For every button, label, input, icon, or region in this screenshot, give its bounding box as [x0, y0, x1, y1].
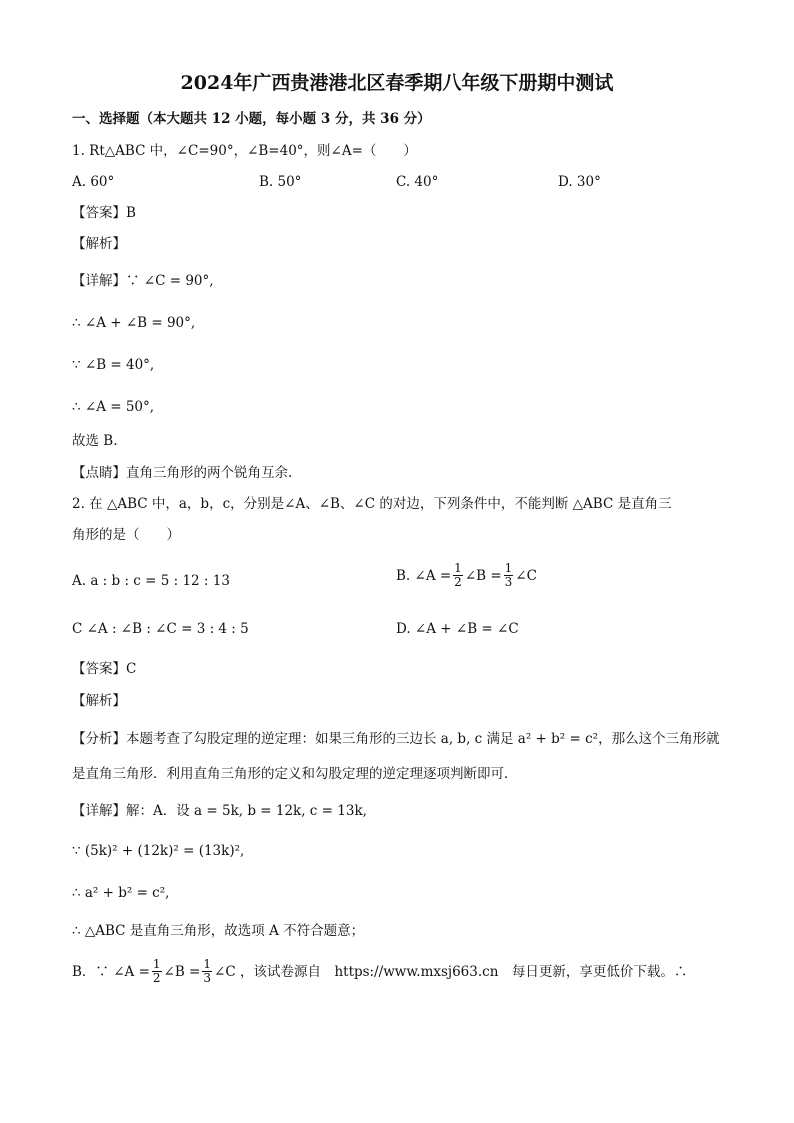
q2-line5-middle: ∠B = — [163, 963, 201, 980]
question-2-stem-line-2: 角形的是（ ） — [72, 527, 180, 543]
fraction-denominator: 2 — [152, 971, 161, 985]
q2-option-c: C ∠A : ∠B : ∠C = 3 : 4 : 5 — [72, 621, 249, 637]
fraction-numerator: 1 — [454, 561, 462, 575]
q2-line5-prefix: B．∵ ∠A = — [72, 963, 150, 980]
fraction-numerator: 1 — [152, 957, 161, 971]
q2-option-d: D. ∠A + ∠B = ∠C — [396, 621, 519, 637]
q1-detail-line-4: ∴ ∠A = 50°, — [72, 399, 155, 415]
fraction-one-third — [504, 562, 514, 589]
q1-detail-line-2: ∴ ∠A + ∠B = 90°, — [72, 315, 196, 331]
q1-option-c: C. 40° — [396, 174, 439, 190]
q2-line5-end: ∠C ，该试卷源自 https://www.mxsj663.cn 每日更新，享更低价下载。∴ — [214, 963, 688, 980]
q1-analysis-label: 【解析】 — [72, 236, 126, 252]
q1-detail-line-1: 【详解】∵ ∠C = 90°, — [72, 273, 214, 289]
fraction-denominator: 3 — [203, 971, 212, 985]
q1-answer: 【答案】B — [72, 205, 136, 221]
q1-option-b: B. 50° — [259, 174, 302, 190]
q2-option-b — [396, 562, 537, 589]
fraction-one-half — [453, 562, 463, 589]
q2-fenxi-line-1: 【分析】本题考查了勾股定理的逆定理：如果三角形的三边长 a, b, c 满足 a² + b² = c²，那么这个三角形就 — [72, 731, 720, 747]
q2-detail-line-4: ∴ △ABC 是直角三角形，故选项 A 不符合题意； — [72, 923, 365, 939]
q2-option-a: A. a : b : c = 5 : 12 : 13 — [72, 573, 230, 589]
fraction-numerator: 1 — [203, 957, 212, 971]
q2-detail-line-1: 【详解】解：A．设 a = 5k, b = 12k, c = 13k, — [72, 803, 367, 819]
q2-answer: 【答案】C — [72, 661, 137, 677]
fraction-one-third — [202, 958, 212, 985]
q2-detail-line-3: ∴ a² + b² = c², — [72, 885, 170, 901]
q2-option-b-prefix: B. ∠A = — [396, 567, 452, 584]
q2-option-b-middle: ∠B = — [464, 567, 502, 584]
q2-fenxi-line-2: 是直角三角形．利用直角三角形的定义和勾股定理的逆定理逐项判断即可． — [72, 766, 518, 782]
q1-conclusion: 故选 B. — [72, 433, 118, 449]
q2-option-b-end: ∠C — [515, 567, 537, 584]
question-2-stem-line-1: 2. 在 △ABC 中，a，b，c，分别是∠A、∠B、∠C 的对边，下列条件中，不能判断 △ABC 是直角三 — [72, 496, 672, 512]
page-title: 2024年广西贵港港北区春季期八年级下册期中测试 — [180, 72, 614, 94]
fraction-one-half — [152, 958, 162, 985]
q2-analysis-label: 【解析】 — [72, 693, 126, 709]
fraction-numerator: 1 — [504, 561, 513, 575]
q2-detail-line-5 — [72, 958, 687, 985]
q1-detail-line-3: ∵ ∠B = 40°, — [72, 357, 155, 373]
q1-comment: 【点睛】直角三角形的两个锐角互余. — [72, 465, 293, 481]
q2-detail-line-2: ∵ (5k)² + (12k)² = (13k)², — [72, 843, 245, 859]
fraction-denominator: 3 — [504, 575, 513, 589]
fraction-denominator: 2 — [454, 575, 462, 589]
q1-option-d: D. 30° — [558, 174, 601, 190]
q1-option-a: A. 60° — [72, 174, 115, 190]
question-1-stem: 1. Rt△ABC 中，∠C=90°，∠B=40°，则∠A=（ ） — [72, 143, 417, 159]
section-heading: 一、选择题（本大题共 12 小题，每小题 3 分，共 36 分） — [72, 111, 431, 127]
